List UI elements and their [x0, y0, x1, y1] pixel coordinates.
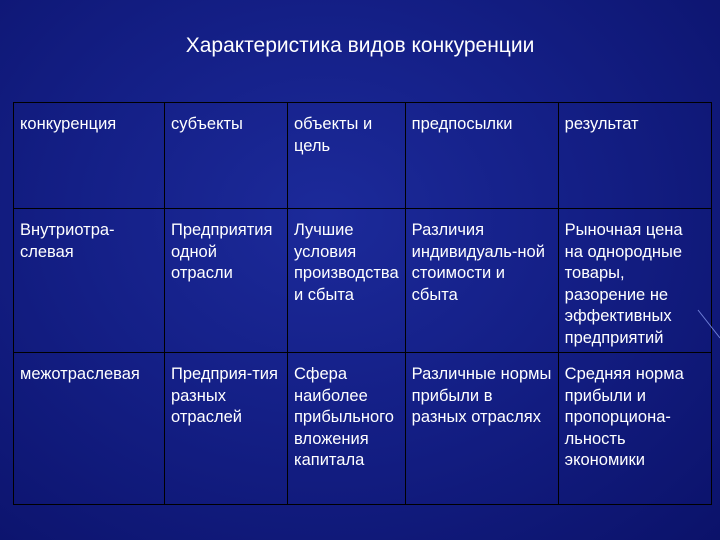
cell-objects-goal: Сфера наиболее прибыльного вложения капитала — [288, 353, 406, 505]
decorative-line — [696, 308, 720, 342]
competition-table — [13, 102, 712, 505]
cell-objects-goal: Лучшие условия производства и сбыта — [288, 209, 406, 353]
table-row-intra-industry — [14, 209, 712, 353]
header-subjects: субъекты — [165, 103, 288, 209]
cell-result: Средняя норма прибыли и пропорциона-льность экономики — [558, 353, 711, 505]
header-result: результат — [558, 103, 711, 209]
cell-subjects: Предприя-тия разных отраслей — [165, 353, 288, 505]
cell-result: Рыночная цена на однородные товары, разорение не эффективных предприятий — [558, 209, 711, 353]
cell-prerequisites: Различия индивидуаль-ной стоимости и сбыта — [405, 209, 558, 353]
cell-subjects: Предприятия одной отрасли — [165, 209, 288, 353]
header-objects-goal: объекты и цель — [288, 103, 406, 209]
cell-prerequisites: Различные нормы прибыли в разных отраслях — [405, 353, 558, 505]
cell-type: Внутриотра-слевая — [14, 209, 165, 353]
header-prerequisites: предпосылки — [405, 103, 558, 209]
header-competition: конкуренция — [14, 103, 165, 209]
table-header-row — [14, 103, 712, 209]
cell-type: межотраслевая — [14, 353, 165, 505]
slide-title: Характеристика видов конкуренции — [185, 34, 535, 57]
table-row-inter-industry — [14, 353, 712, 505]
